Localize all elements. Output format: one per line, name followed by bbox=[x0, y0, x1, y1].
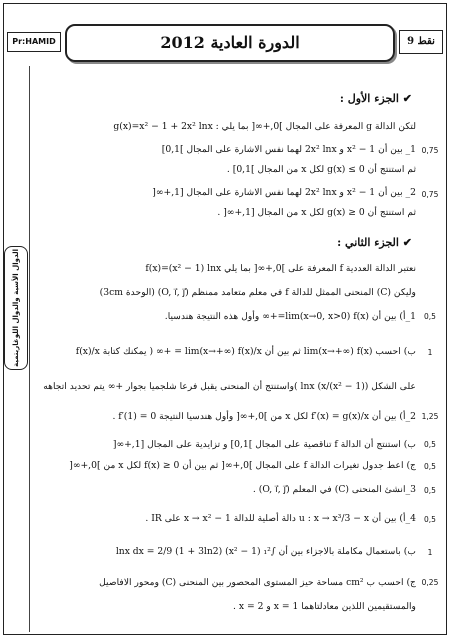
topic-side-label bbox=[4, 246, 28, 370]
mark-9: 0,5 bbox=[424, 515, 436, 524]
line-17: ج) احسب ب cm² مساحة حيز المستوى المحصور بين المنحنى (C) ومحور الافاصيل bbox=[99, 577, 416, 588]
line-6: نعتبر الدالة العددية f المعرفة على ]0,+∞[ بما يلي f(x)=(x² − 1) lnx bbox=[145, 263, 416, 274]
line-14: 3_انشئ المنحنى (C) في المعلم (O, i⃗, j⃗) . bbox=[252, 484, 416, 495]
mark-8: 0,5 bbox=[424, 486, 436, 495]
line-16: ب) باستعمال مكاملة بالاجزاء بين أن ∫₁² (x² − 1) lnx dx = 2/9 (1 + 3ln2) bbox=[115, 546, 416, 557]
mark-11: 0,25 bbox=[421, 578, 439, 587]
mark-2: 0,75 bbox=[421, 190, 439, 199]
mark-5: 1,25 bbox=[421, 412, 439, 421]
line-18: والمستقيمين اللذين معادلتاهما x = 1 و x = 2 . bbox=[233, 601, 416, 612]
author-box: Pr:HAMID bbox=[7, 32, 61, 52]
line-1: لتكن الدالة g المعرفة على المجال ]0,+∞[ بما يلي : g(x)=x² − 1 + 2x² lnx bbox=[113, 121, 416, 132]
line-3: ثم استنتج أن g(x) ≤ 0 لكل x من المجال ]0,1] . bbox=[226, 164, 416, 175]
topic-side-label-text: الدوال اﻷسية والدوال اللوغاريتمية bbox=[12, 248, 20, 368]
part1-heading: ✔ الجزء الأول : bbox=[339, 92, 412, 105]
line-4: 2_ بين أن x² − 1 و 2x² lnx لهما نفس الاشارة على المجال [1,+∞[ bbox=[152, 187, 416, 198]
mark-1: 0,75 bbox=[421, 146, 439, 155]
mark-7: 0,5 bbox=[424, 462, 436, 471]
line-9: ب) احسب lim(x→+∞) f(x) ثم بين أن lim(x→+∞) f(x)/x = +∞ ( يمكنك كتابة f(x)/x bbox=[75, 346, 416, 357]
line-5: ثم استنتج أن g(x) ≥ 0 لكل x من المجال [1,+∞[ . bbox=[217, 207, 416, 218]
line-13: ج) اعط جدول تغيرات الدالة f على المجال ]0,+∞[ ثم بين أن f(x) ≥ 0 لكل x من ]0,+∞[ bbox=[69, 460, 416, 471]
line-12: ب) استنتج أن الدالة f تناقصية على المجال ]0,1] و تزايدية على المجال [1,+∞[ bbox=[112, 439, 416, 450]
line-7: وليكن (C) المنحنى الممثل للدالة f في معلم متعامد ممنظم (O, i⃗, j⃗) (الوحدة 3cm) bbox=[99, 287, 416, 298]
mark-3: 0,5 bbox=[424, 312, 436, 321]
line-10: على الشكل ((x² − 1)/x) lnx )واستنتج أن المنحنى يقبل فرعا شلجميا بجوار +∞ يتم تحديد اتجاهه bbox=[43, 381, 416, 392]
line-8: 1_أ) بين أن lim(x→0, x>0) f(x)=+∞ وأول هذه النتيجة هندسيا. bbox=[164, 311, 416, 322]
header bbox=[3, 18, 447, 64]
line-2: 1_ بين أن x² − 1 و 2x² lnx لهما نفس الاشارة على المجال ]0,1] bbox=[161, 144, 416, 155]
line-11: 2_أ) بين أن f′(x) = g(x)/x لكل x من ]0,+∞[ وأول هندسيا النتيجة f′(1) = 0 . bbox=[112, 411, 416, 422]
mark-4: 1 bbox=[427, 348, 433, 357]
margin-divider bbox=[29, 66, 30, 632]
exam-title: الدورة العادية 2012 bbox=[65, 24, 395, 62]
line-15: 4_أ) بين أن u : x → x³/3 − x دالة أصلية للدالة x → x² − 1 على IR . bbox=[145, 513, 416, 524]
points-box: 9 نقط bbox=[399, 30, 443, 54]
mark-6: 0,5 bbox=[424, 440, 436, 449]
part2-heading: ✔ الجزء الثاني : bbox=[337, 236, 412, 249]
mark-10: 1 bbox=[427, 548, 433, 557]
